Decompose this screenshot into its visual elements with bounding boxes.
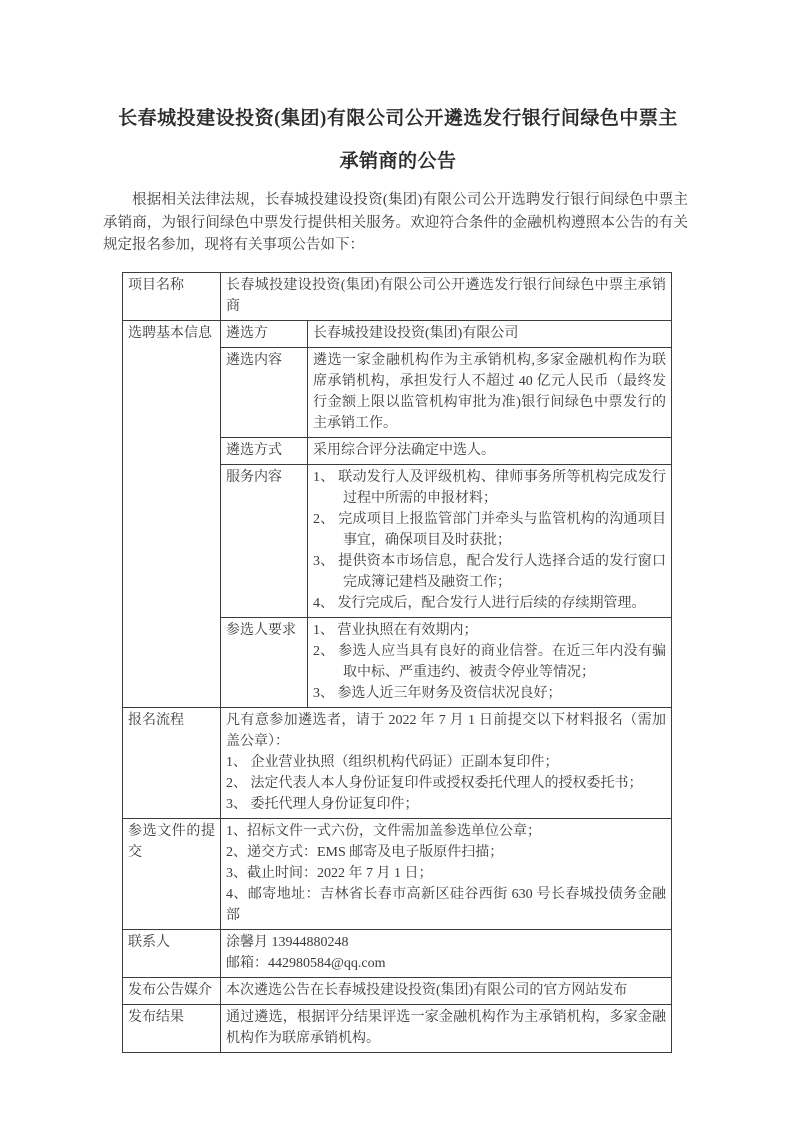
service-item: 3、 提供资本市场信息，配合发行人选择合适的发行窗口完成簿记建档及融资工作； <box>313 553 667 590</box>
row-selector <box>123 320 672 347</box>
contact-email: 邮箱：442980584@qq.com <box>226 955 386 971</box>
row-result <box>123 1004 672 1052</box>
project-name-label: 项目名称 <box>123 272 221 320</box>
submission-item: 1、招标文件一式六份，文件需加盖参选单位公章； <box>226 823 541 839</box>
requirement-item: 1、 营业执照在有效期内； <box>313 622 478 638</box>
selection-method-label: 遴选方式 <box>221 437 308 464</box>
intro-paragraph: 根据相关法律法规，长春城投建设投资(集团)有限公司公开选聘发行银行间绿色中票主承销商，为银行间绿色中票发行提供相关服务。欢迎符合条件的金融机构遵照本公告的有关规定报名参加，现将有关事项公告如下： <box>103 192 688 253</box>
selection-content-label: 遴选内容 <box>221 347 308 437</box>
media-value: 本次遴选公告在长春城投建设投资(集团)有限公司的官方网站发布 <box>221 977 672 1004</box>
service-item: 4、 发行完成后，配合发行人进行后续的存续期管理。 <box>313 595 646 611</box>
service-content-value <box>308 464 672 617</box>
service-item: 1、 联动发行人及评级机构、律师事务所等机构完成发行过程中所需的申报材料； <box>313 469 667 506</box>
result-label: 发布结果 <box>123 1004 221 1052</box>
registration-item: 1、 企业营业执照（组织机构代码证）正副本复印件； <box>226 754 559 770</box>
service-content-label: 服务内容 <box>221 464 308 617</box>
submission-value <box>221 818 672 929</box>
submission-label: 参选文件的提交 <box>123 818 221 929</box>
basic-info-label: 选聘基本信息 <box>123 320 221 707</box>
row-media <box>123 977 672 1004</box>
submission-item: 2、递交方式：EMS 邮寄及电子版原件扫描； <box>226 844 504 860</box>
participant-requirements-label: 参选人要求 <box>221 617 308 707</box>
contact-label: 联系人 <box>123 929 221 977</box>
registration-intro: 凡有意参加遴选者，请于 2022 年 7 月 1 日前提交以下材料报名（需加盖公章）： <box>226 712 667 749</box>
requirement-item: 3、 参选人近三年财务及资信状况良好； <box>313 685 562 701</box>
contact-name-phone: 涂馨月 13944880248 <box>226 934 349 950</box>
registration-item: 2、 法定代表人本人身份证复印件或授权委托代理人的授权委托书； <box>226 775 643 791</box>
selection-content-value: 遴选一家金融机构作为主承销机构,多家金融机构作为联席承销机构，承担发行人不超过 40 亿元人民币（最终发行金额上限以监管机构审批为准)银行间绿色中票发行的主承销工作。 <box>308 347 672 437</box>
registration-value <box>221 707 672 818</box>
submission-item: 4、邮寄地址：吉林省长春市高新区硅谷西街 630 号长春城投债务金融部 <box>226 886 667 923</box>
registration-item: 3、 委托代理人身份证复印件； <box>226 796 419 812</box>
result-value: 通过遴选，根据评分结果评选一家金融机构作为主承销机构，多家金融机构作为联席承销机构。 <box>221 1004 672 1052</box>
page-title: 长春城投建设投资(集团)有限公司公开遴选发行银行间绿色中票主承销商的公告 <box>118 108 678 172</box>
row-project-name <box>123 272 672 320</box>
submission-item: 3、截止时间：2022 年 7 月 1 日； <box>226 865 433 881</box>
row-submission <box>123 818 672 929</box>
selection-method-value: 采用综合评分法确定中选人。 <box>308 437 672 464</box>
selector-label: 遴选方 <box>221 320 308 347</box>
contact-value <box>221 929 672 977</box>
selector-value: 长春城投建设投资(集团)有限公司 <box>308 320 672 347</box>
row-registration <box>123 707 672 818</box>
service-item: 2、 完成项目上报监管部门并牵头与监管机构的沟通项目事宜，确保项目及时获批； <box>313 511 667 548</box>
participant-requirements-value <box>308 617 672 707</box>
row-contact <box>123 929 672 977</box>
requirement-item: 2、 参选人应当具有良好的商业信誉。在近三年内没有骗取中标、严重违约、被责令停业等情况； <box>313 643 667 680</box>
media-label: 发布公告媒介 <box>123 977 221 1004</box>
announcement-table <box>122 272 672 1053</box>
registration-label: 报名流程 <box>123 707 221 818</box>
project-name-value: 长春城投建设投资(集团)有限公司公开遴选发行银行间绿色中票主承销商 <box>221 272 672 320</box>
